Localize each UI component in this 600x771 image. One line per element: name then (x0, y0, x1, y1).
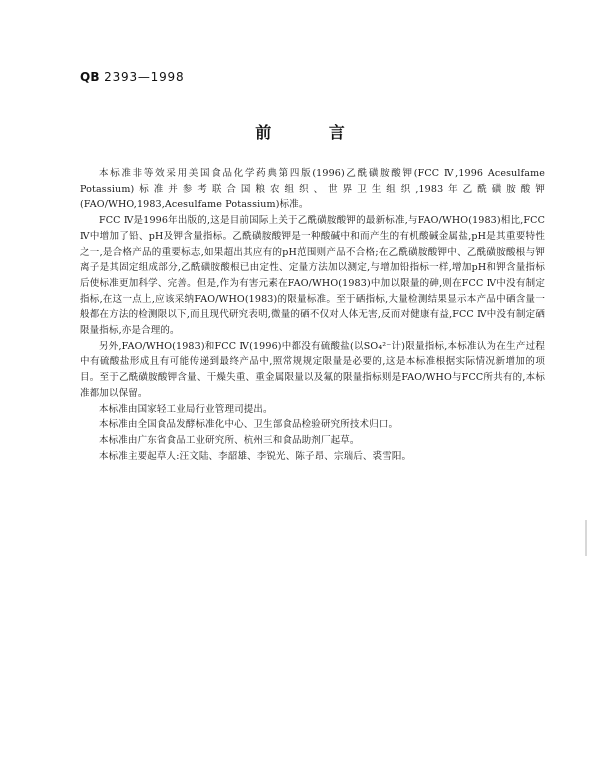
standard-code-number: 2393—1998 (104, 70, 185, 84)
paragraph-adoption: 本标准非等效采用美国食品化学药典第四版(1996)乙酰磺胺酸钾(FCC Ⅳ,1996 Acesulfame Potassium)标准并参考联合国粮农组织、世界卫生组织,1983年乙酰磺胺酸钾(FAO/WHO,1983,Acesulfame Potassium)标准。 (80, 168, 545, 211)
paragraph-fcc-comparison: FCC Ⅳ是1996年出版的,这是目前国际上关于乙酰磺胺酸钾的最新标准,与FAO/WHO(1983)相比,FCC Ⅳ中增加了铅、pH及钾含量指标。乙酰磺胺酸钾是一种酸碱中和而产生的有机酸碱金属盐,pH是其重要特性之一,是合格产品的重要标志,如果超出其应有的pH范围则产品不合格;在乙酰磺胺酸钾中、乙酰磺胺酸根与钾离子是其固定组成部分,乙酰磺胺酸根已由定性、定量方法加以测定,与增加铅指标一样,增加pH和钾含量指标后使标准更加科学、完善。但是,作为有害元素在FAO/WHO(1983)中加以限量的砷,则在FCC Ⅳ中没有制定指标,在这一点上,应该采纳FAO/WHO(1983)的限量标准。至于硒指标,大量检测结果显示本产品中硒含量一般都在方法的检测限以下,而且现代研究表明,微量的硒不仅对人体无害,反而对健康有益,FCC Ⅳ中没有制定硒限量指标,亦是合理的。 (80, 215, 545, 337)
page-title: 前 言 (255, 123, 371, 142)
paragraph-drafters: 本标准主要起草人:汪文陆、李韶雄、李锐光、陈子昂、宗瑞后、裘雪阳。 (99, 450, 412, 462)
paragraph-proposed-by: 本标准由国家轻工业局行业管理司提出。 (99, 403, 273, 415)
paragraph-drafted-by: 本标准由广东省食品工业研究所、杭州三和食品助剂厂起草。 (99, 434, 360, 446)
foreword-body (80, 166, 545, 464)
scan-edge-mark (585, 520, 587, 556)
standard-code (80, 70, 184, 84)
paragraph-sulfate: 另外,FAO/WHO(1983)和FCC Ⅳ(1996)中都没有硫酸盐(以SO₄²⁻计)限量指标,本标准认为在生产过程中有硫酸盐形成且有可能传递到最终产品中,照常规规定限量是必要的,这是本标准根据实际情况新增加的项目。至于乙酰磺胺酸钾含量、干燥失重、重金属限量以及氟的限量指标则是FAO/WHO与FCC所共有的,本标准都加以保留。 (80, 340, 545, 399)
paragraph-centralized-by: 本标准由全国食品发酵标准化中心、卫生部食品检验研究所技术归口。 (99, 419, 399, 431)
standard-code-prefix: QB (80, 70, 100, 84)
